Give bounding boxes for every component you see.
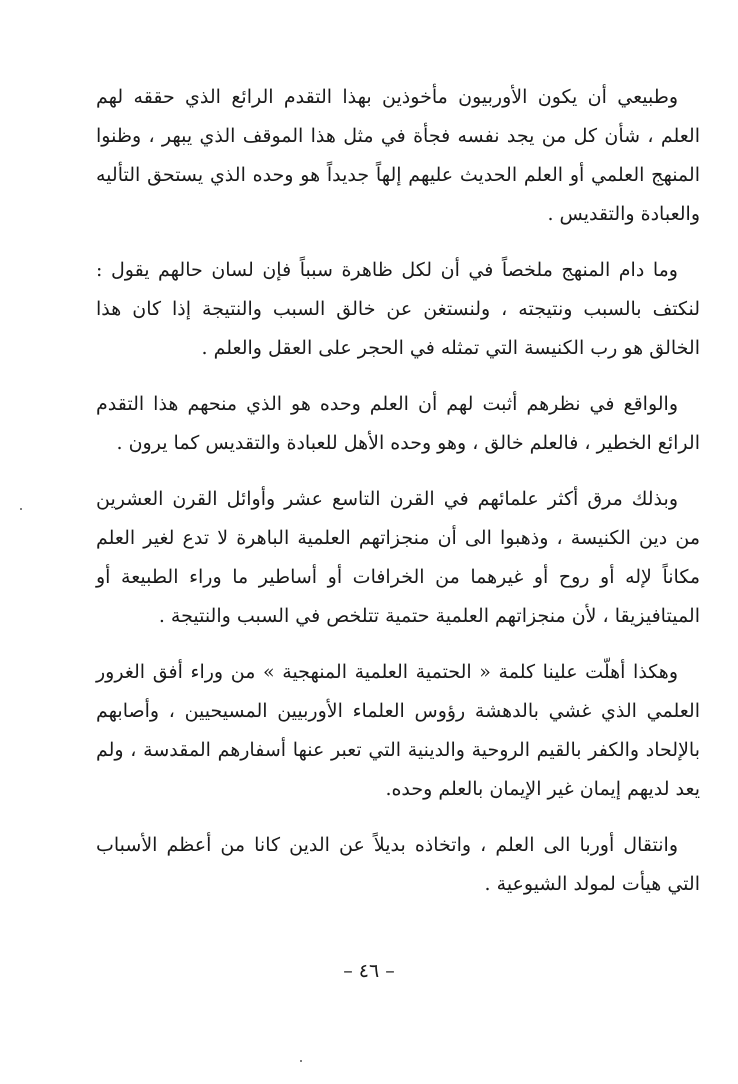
page-number: – ٤٦ –: [343, 960, 395, 982]
paragraph-1: وطبيعي أن يكون الأوربيون مأخوذين بهذا التقدم الرائع الذي حققه لهم العلم ، شأن كل من يجد نفسه فجأة في مثل هذا الموقف الذي يبهر ، وظنوا المنهج العلمي أو العلم الحديث عليهم إلهاً جديداً هو وحده الذي يستحق التأليه والعبادة والتقديس .: [96, 86, 700, 225]
paragraph-5: وهكذا أهلّت علينا كلمة « الحتمية العلمية المنهجية » من وراء أفق الغرور العلمي الذي غشي بالدهشة رؤوس العلماء الأوربيين المسيحيين ، وأصابهم بالإلحاد والكفر بالقيم الروحية والدينية التي تعبر عنها أسفارهم المقدسة ، ولم يعد لديهم إيمان غير الإيمان بالعلم وحده.: [96, 661, 700, 800]
page-body: [96, 78, 700, 921]
paragraph-4: وبذلك مرق أكثر علمائهم في القرن التاسع عشر وأوائل القرن العشرين من دين الكنيسة ، وذهبوا الى أن منجزاتهم العلمية الباهرة لا تدع لغير العلم مكاناً لإله أو روح أو غيرهما من الخرافات أو أساطير ما وراء الطبيعة أو الميتافيزيقا ، لأن منجزاتهم العلمية حتمية تتلخص في السبب والنتيجة .: [96, 488, 700, 627]
paragraph-2: وما دام المنهج ملخصاً في أن لكل ظاهرة سبباً فإن لسان حالهم يقول : لنكتف بالسبب ونتيجته ، ولنستغن عن خالق السبب والنتيجة إذا كان هذا الخالق هو رب الكنيسة التي تمثله في الحجر على العقل والعلم .: [96, 259, 700, 359]
paragraph-3: والواقع في نظرهم أثبت لهم أن العلم وحده هو الذي منحهم هذا التقدم الرائع الخطير ، فالعلم خالق ، وهو وحده الأهل للعبادة والتقديس كما يرون .: [96, 393, 700, 454]
scan-speck: [20, 508, 22, 510]
scan-speck: [300, 1060, 302, 1062]
paragraph-6: وانتقال أوربا الى العلم ، واتخاذه بديلاً عن الدين كانا من أعظم الأسباب التي هيأت لمولد الشيوعية .: [96, 834, 700, 895]
